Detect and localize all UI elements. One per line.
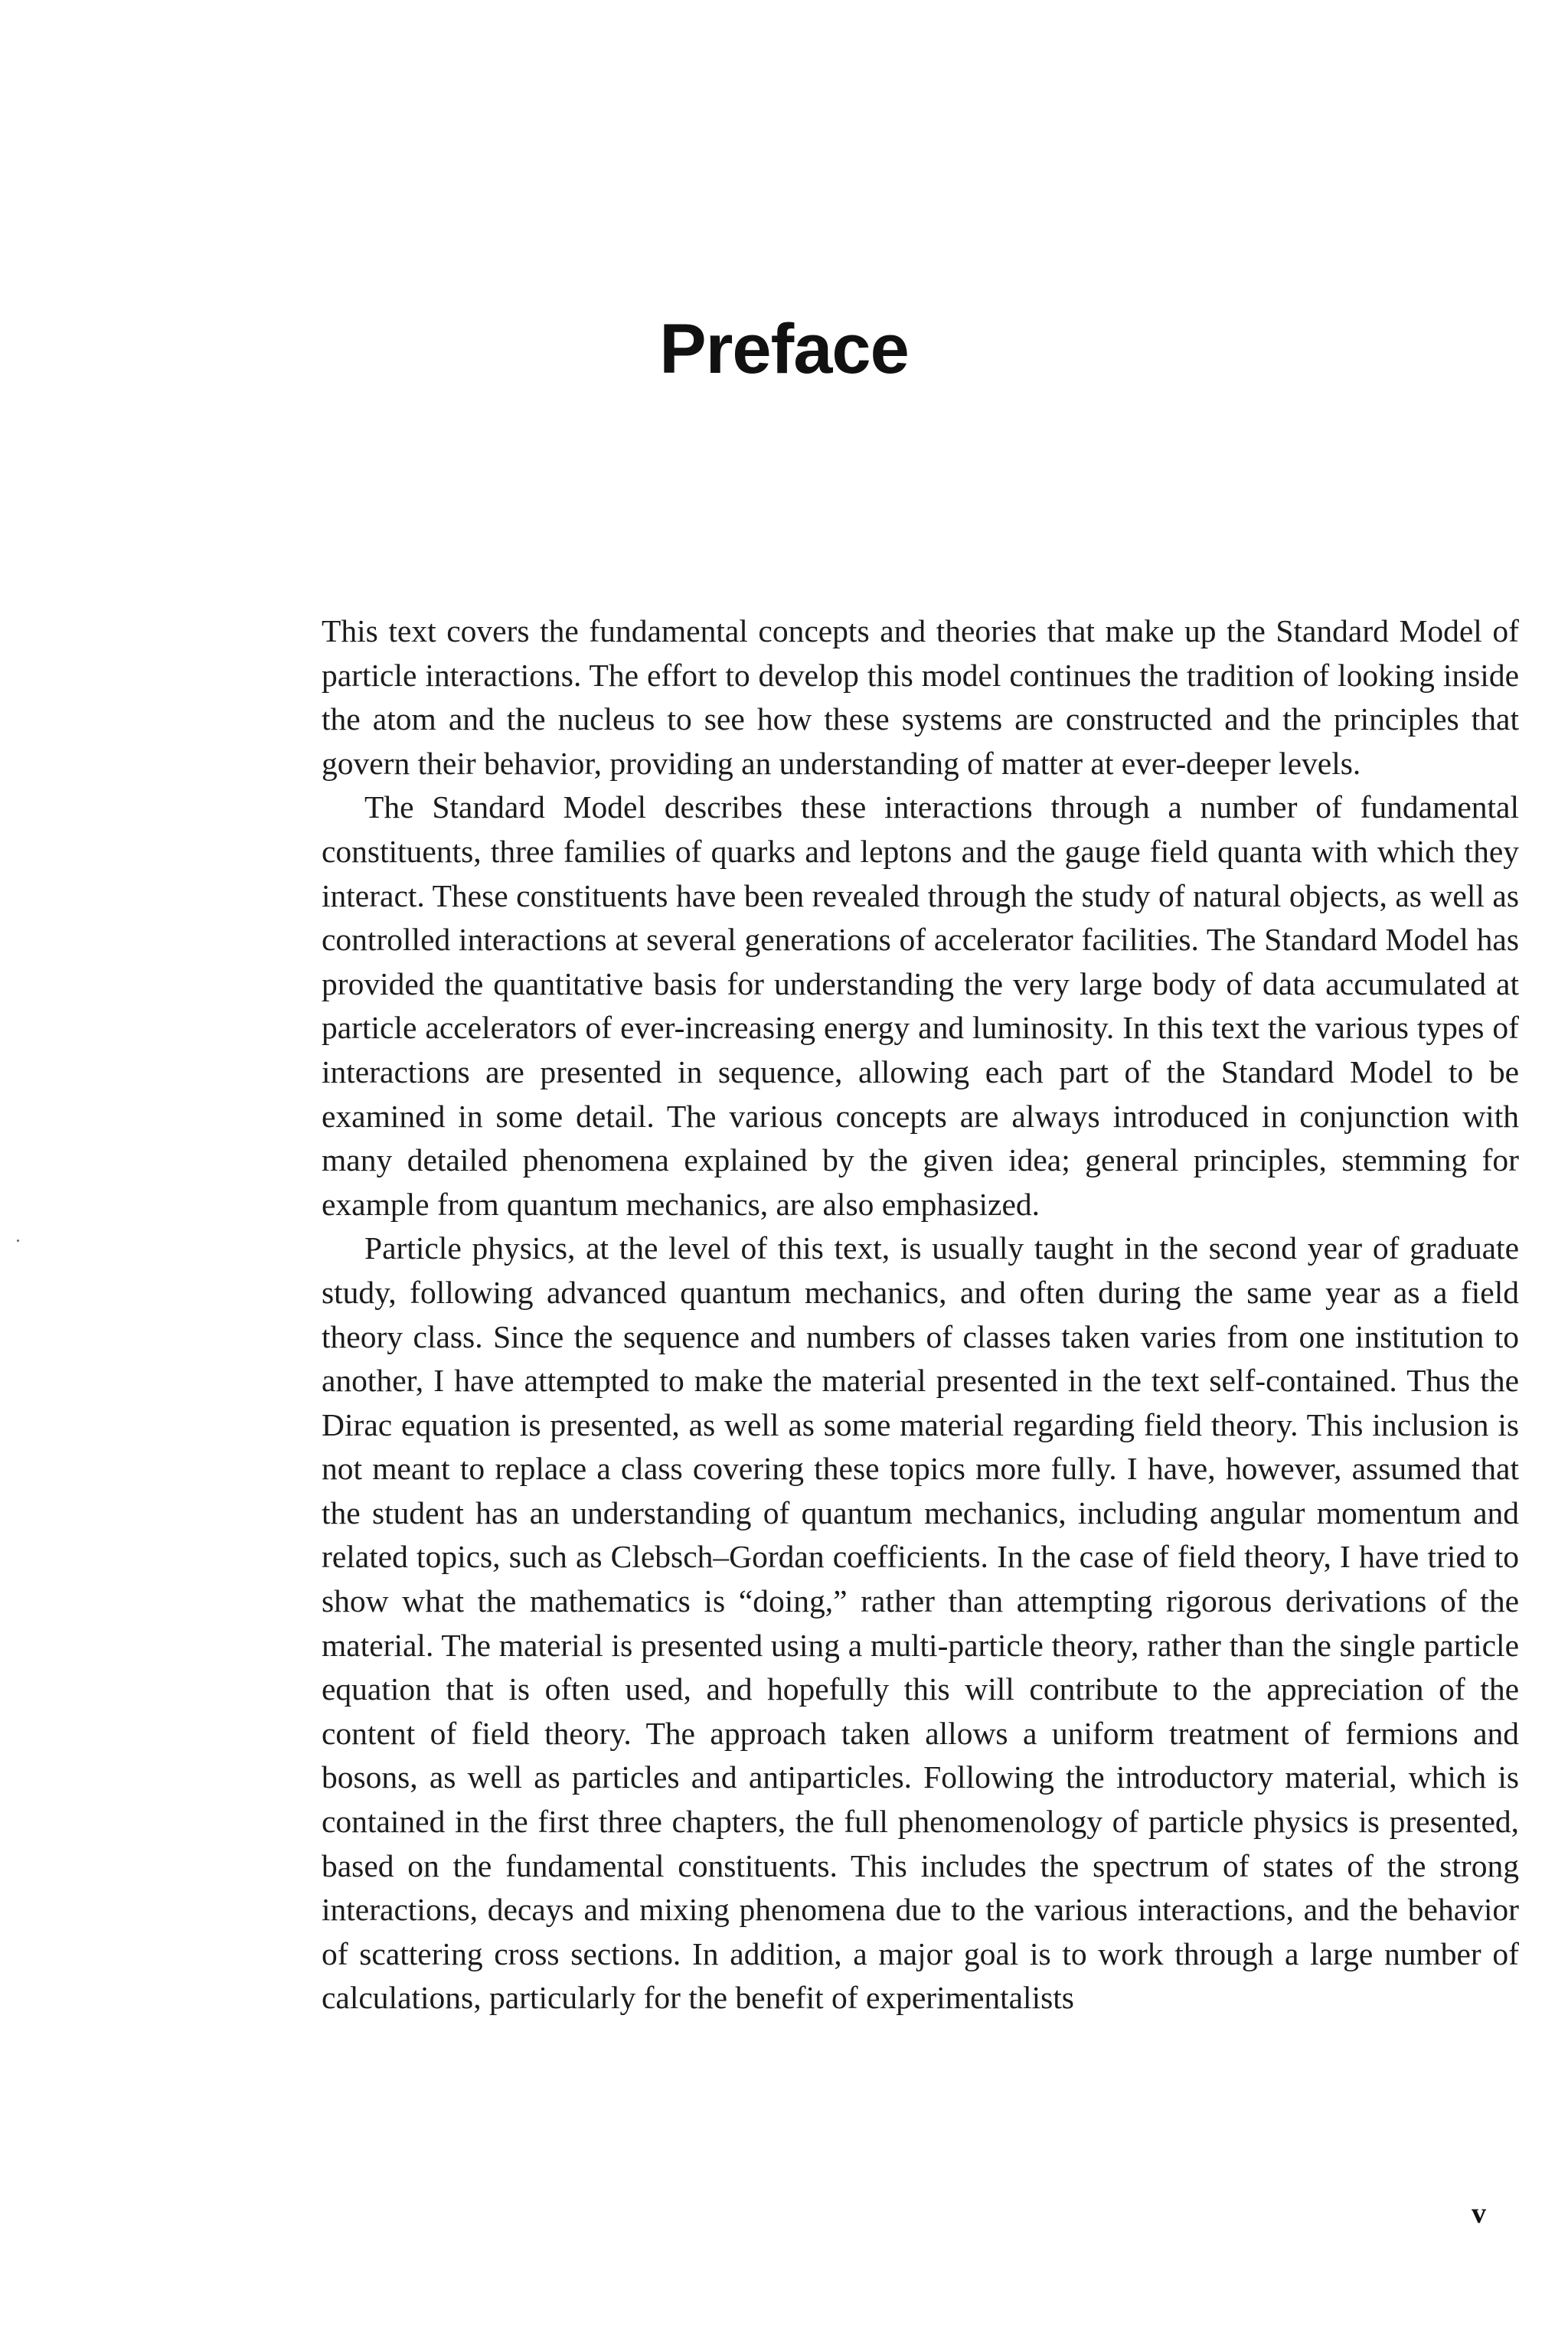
paragraph-1: This text covers the fundamental concepts and theories that make up the Standard Model of particle interactions. The effort to develop this model continues the tradition of looking inside the atom and the nucleus to see how these systems are constructed and the principles that govern their behavior, providing an understanding of matter at ever-deeper levels. — [322, 613, 1519, 781]
scan-speck — [17, 1240, 19, 1242]
paragraph-3: Particle physics, at the level of this text, is usually taught in the second year of graduate study, following advanced quantum mechanics, and often during the same year as a field theory class. Since the sequence and numbers of classes taken varies from one institution to another, I have attempted to make the material presented in the text self-contained. Thus the Dirac equation is presented, as well as some material regarding field theory. This inclusion is not meant to replace a class covering these topics more fully. I have, however, assumed that the student has an understanding of quantum mechanics, including angular momentum and related topics, such as Clebsch–Gordan coefficients. In the case of field theory, I have tried to show what the mathematics is “doing,” rather than attempting rigorous derivations of the material. The material is presented using a multi-particle theory, rather than the single particle equation that is often used, and hopefully this will contribute to the appreciation of the content of field theory. The approach taken allows a uniform treatment of fermions and bosons, as well as particles and antiparticles. Following the introductory material, which is contained in the first three chapters, the full phenomenology of particle physics is presented, based on the fundamental constituents. This includes the spectrum of states of the strong interactions, decays and mixing phenomena due to the various interactions, and the behavior of scattering cross sections. In addition, a major goal is to work through a large number of calculations, particularly for the benefit of experimentalists — [322, 1230, 1519, 2016]
chapter-title: Preface — [659, 310, 909, 388]
preface-body — [322, 609, 1519, 2020]
paragraph-2: The Standard Model describes these interactions through a number of fundamental constituents, three families of quarks and leptons and the gauge field quanta with which they interact. These constituents have been revealed through the study of natural objects, as well as controlled interactions at several generations of accelerator facilities. The Standard Model has provided the quantitative basis for understanding the very large body of data accumulated at particle accelerators of ever-increasing energy and luminosity. In this text the various types of interactions are presented in sequence, allowing each part of the Standard Model to be examined in some detail. The various concepts are always introduced in conjunction with many detailed phenomena explained by the given idea; general principles, stemming for example from quantum mechanics, are also emphasized. — [322, 789, 1519, 1222]
page-number: v — [1472, 2197, 1486, 2229]
